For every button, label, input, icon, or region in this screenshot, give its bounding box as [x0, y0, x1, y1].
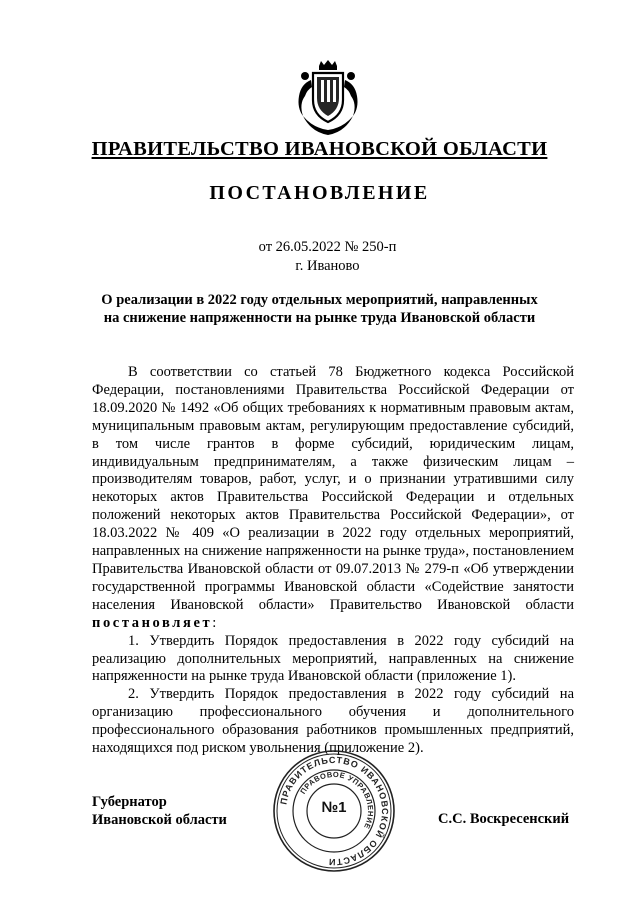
signatory-title-line-1: Губернатор — [92, 794, 167, 810]
subject-line-2: на снижение напряженности на рынке труда Ивановской области — [103, 310, 536, 326]
official-seal — [270, 747, 398, 875]
signatory-title — [92, 793, 227, 829]
preamble-text: В соответствии со статьей 78 Бюджетного кодекса Российской Федерации, постановлениями Правительства Российской Федерации от 18.09.2020 № 1492 «Об общих требованиях к нормативным правовым актам, муниципальным правовым актам, регулирующим предоставление субсидий, в том числе грантов в форме субсидий, юридическим лицам, индивидуальным предпринимателям, а также физическим лицам – производителям товаров, работ, услуг, и о признании утратившими силу некоторых актов Правительства Российской Федерации и отдельных положений некоторых актов Правительства Российской Федерации», от 18.03.2022 № 409 «О реализации в 2022 году отдельных мероприятий, направленных на снижение напряженности на рынке труда», постановлением Правительства Ивановской области от 09.07.2013 № 279-п «Об утверждении государственной программы Ивановской области «Содействие занятости населения Ивановской области» Правительство Ивановской области — [92, 364, 574, 613]
document-subject — [60, 291, 579, 327]
ivanovo-coat-of-arms-icon — [293, 60, 363, 136]
svg-text:ПРАВОВОЕ УПРАВЛЕНИЕ: ПРАВОВОЕ УПРАВЛЕНИЕ — [298, 769, 376, 831]
document-meta — [0, 238, 639, 276]
subject-line-1: О реализации в 2022 году отдельных мероприятий, направленных — [101, 292, 538, 308]
decree-word: постановляет — [92, 614, 213, 631]
item-1-paragraph: 1. Утвердить Порядок предоставления в 2022 году субсидий на реализацию дополнительных мероприятий, направленных на снижение напряженности на рынке труда Ивановской области (приложение 1). — [92, 632, 574, 685]
government-title: ПРАВИТЕЛЬСТВО ИВАНОВСКОЙ ОБЛАСТИ — [91, 138, 548, 160]
preamble-paragraph: В соответствии со статьей 78 Бюджетного кодекса Российской Федерации, постановлениями Правительства Российской Федерации от 18.09.2020 № 1492 «Об общих требованиях к нормативным правовым актам, муниципальным правовым актам, регулирующим предоставление субсидий, в том числе грантов в форме субсидий, юридическим лицам, индивидуальным предпринимателям, а также физическим лицам – производителям товаров, работ, услуг, и о признании утратившими силу некоторых актов Правительства Российской Федерации и отдельных положений некоторых актов Правительства Российской Федерации», от 18.03.2022 № 409 «О реализации в 2022 году отдельных мероприятий, направленных на снижение напряженности на рынке труда», постановлением Правительства Ивановской области от 09.07.2013 № 279-п «Об утверждении государственной программы Ивановской области «Содействие занятости населения Ивановской области» Правительство Ивановской области постановляет: — [92, 364, 574, 631]
document-type: ПОСТАНОВЛЕНИЕ — [209, 182, 430, 204]
signatory-name: С.С. Воскресенский — [438, 811, 570, 827]
document-body — [92, 364, 574, 758]
city: г. Иваново — [295, 258, 360, 274]
seal-number: №1 — [321, 799, 347, 816]
item-2-paragraph: 2. Утвердить Порядок предоставления в 2022 году субсидий на организацию профессионального обучения и дополнительного профессионального образования работников промышленных предприятий, находящихся под риском увольнения (приложение 2). — [92, 686, 574, 757]
svg-text:ПРАВИТЕЛЬСТВО ИВАНОВСКОЙ ОБЛАС: ПРАВИТЕЛЬСТВО ИВАНОВСКОЙ ОБЛАСТИ — [278, 754, 391, 868]
signatory-title-line-2: Ивановской области — [92, 812, 227, 828]
date-number: от 26.05.2022 № 250-п — [258, 239, 397, 255]
